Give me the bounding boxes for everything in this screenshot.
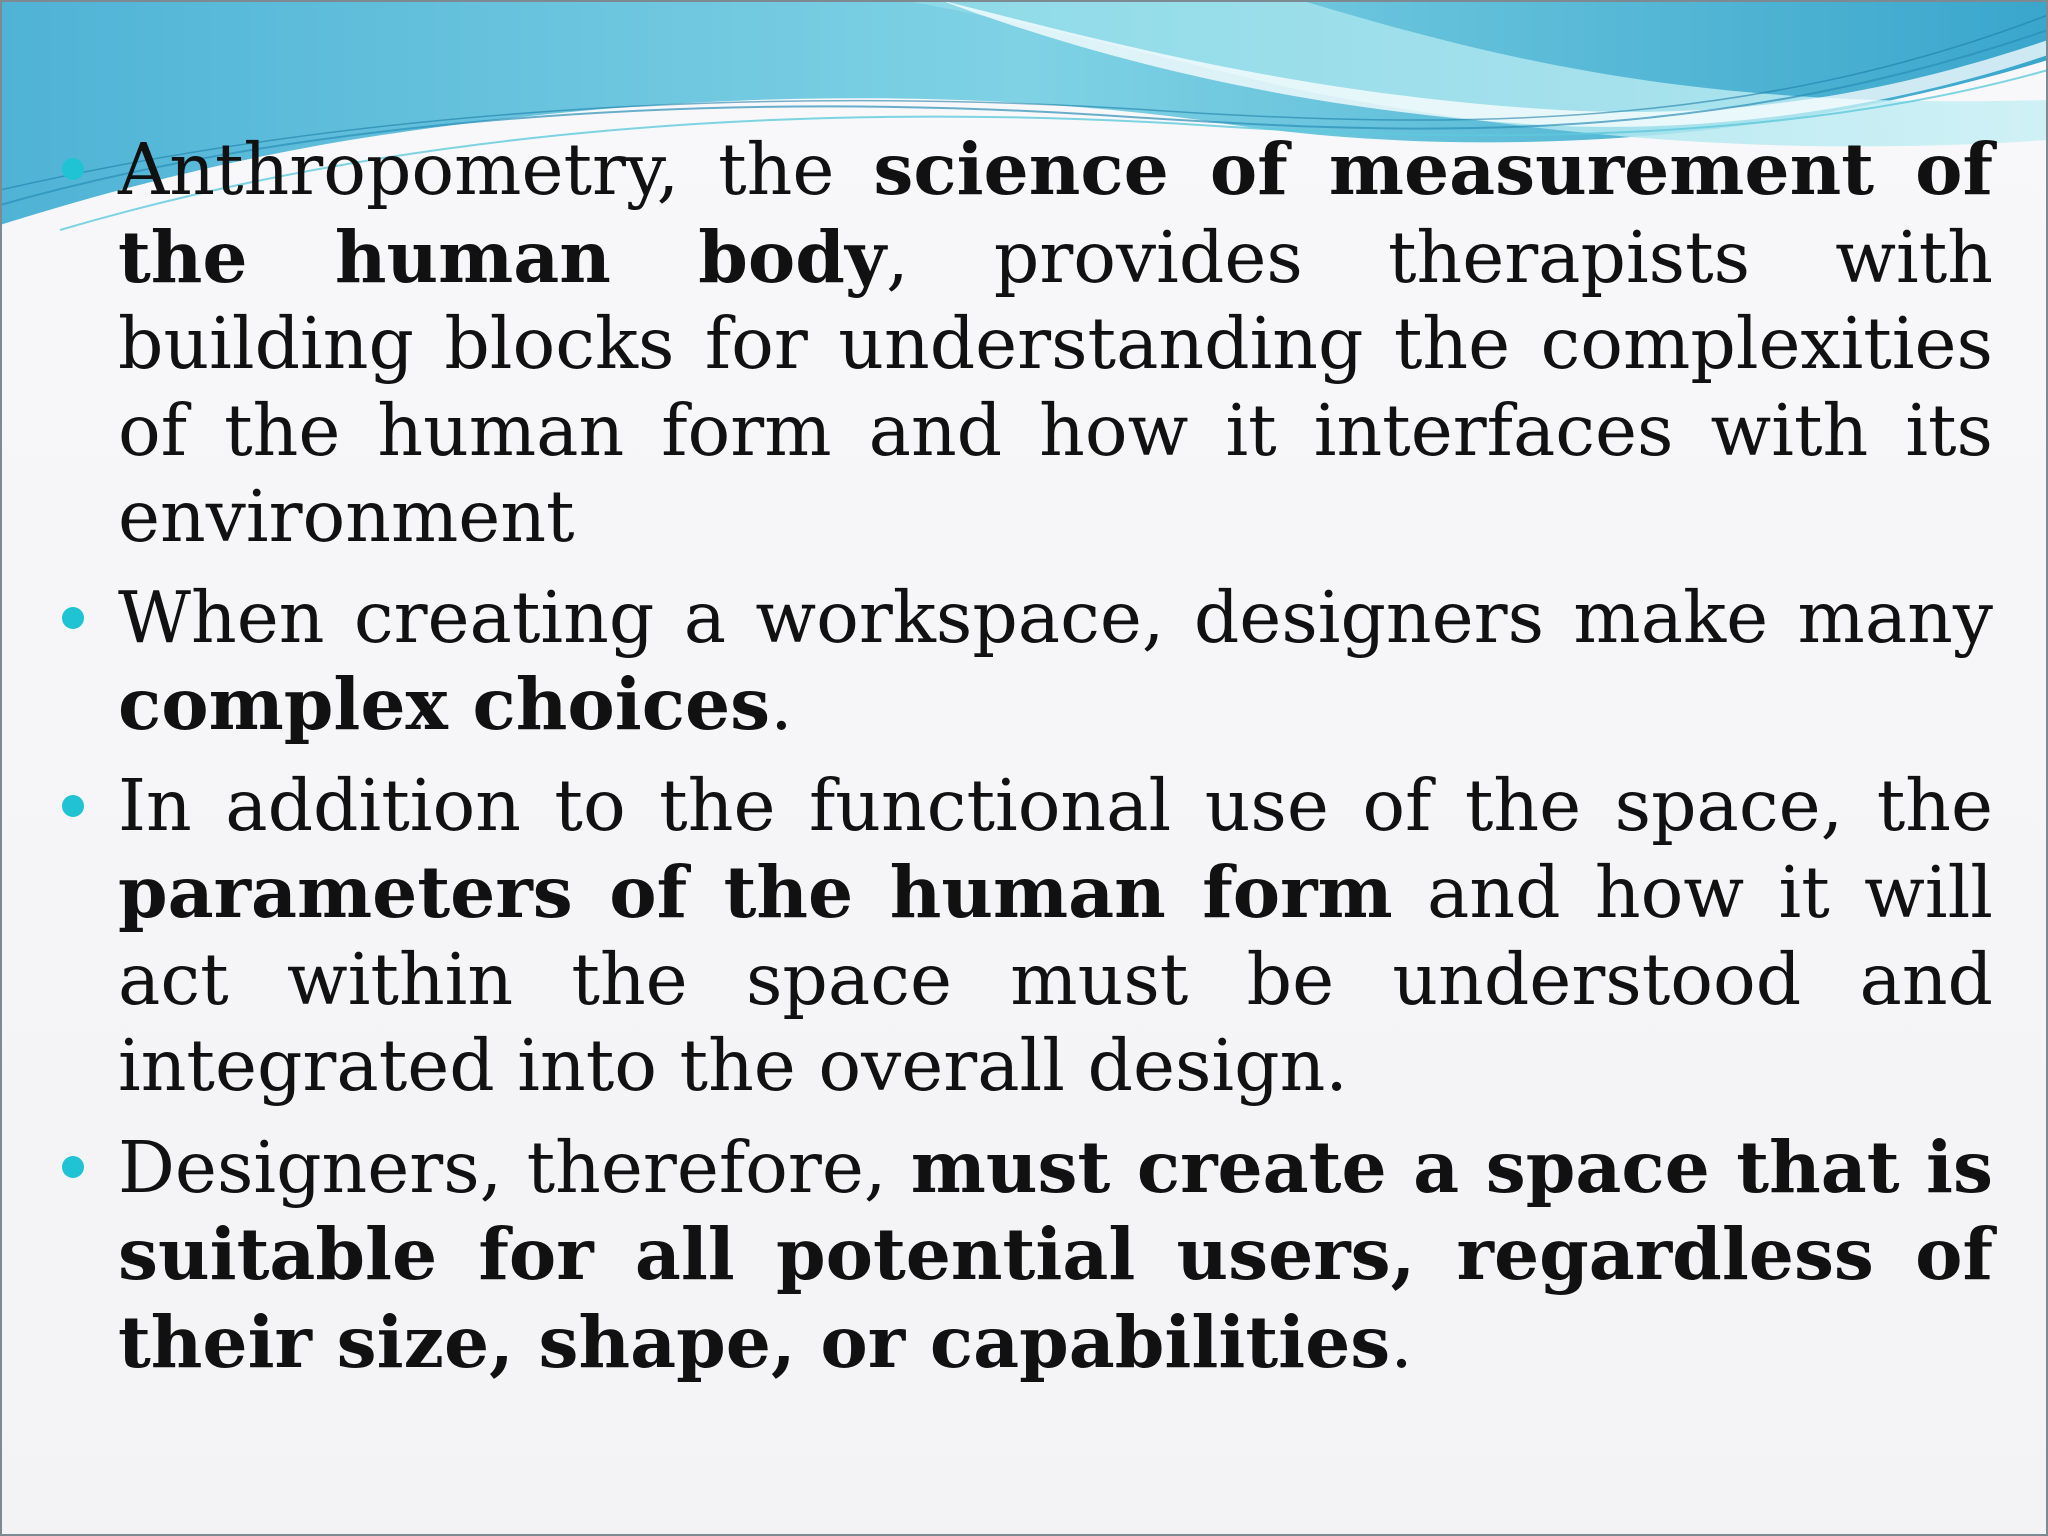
bullet-text: When creating a workspace, designers make many	[118, 575, 1993, 659]
bullet-text: and how it will act within the space must be understood and integrated into the overall design.	[118, 851, 1993, 1107]
bullet-item	[58, 763, 1993, 1110]
bullet-text: .	[770, 663, 793, 746]
bullet-item	[58, 126, 1993, 561]
bullet-bold-text: must create a space that is suitable for all potential users, regardless of their size, shape, or capabilities	[118, 1124, 1993, 1384]
bullet-bold-text: science of measurement of the human body	[118, 127, 1994, 299]
bullet-text: Designers, therefore,	[118, 1125, 911, 1209]
bullet-text: .	[1390, 1300, 1413, 1384]
bullet-dot-icon	[62, 1156, 84, 1178]
bullet-dot-icon	[62, 158, 84, 180]
bullet-text: , provides therapists with building blocks for understanding the complexities of the human form and how it interfaces with its environment	[118, 215, 1993, 558]
bullet-bold-text: complex choices	[118, 662, 771, 746]
bullet-item	[58, 575, 1993, 749]
bullet-dot-icon	[62, 795, 84, 817]
bullet-dot-icon	[62, 607, 84, 629]
bullet-text: In addition to the functional use of the space, the	[118, 763, 1993, 847]
bullet-list	[58, 126, 1993, 1400]
bullet-bold-text: parameters of the human form	[118, 850, 1393, 934]
bullet-item	[58, 1124, 1993, 1387]
bullet-text: Anthropometry, the	[118, 128, 874, 211]
